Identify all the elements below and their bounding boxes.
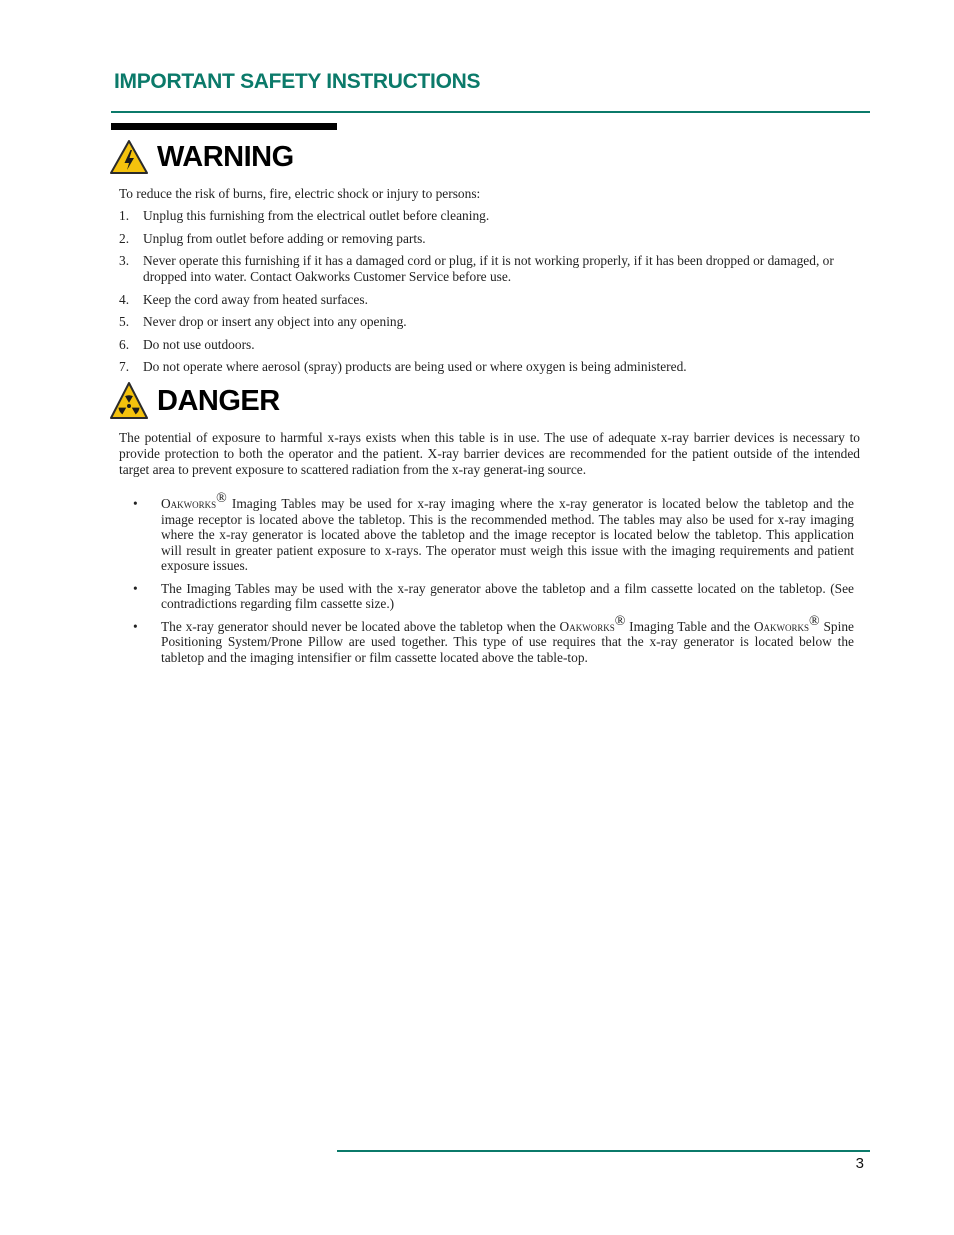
bullet-text: Imaging Tables may be used for x-ray imaging where the x-ray generator is located below the tabletop and the image receptor is located above the tabletop. This is the recommended method. The tables may also be used for x-ray imaging where the x-ray generator is located above the tabletop and the image receptor is located below the tabletop. This application will result in greater patient exposure to x-rays. The operator must weigh this issue with the imaging requirements and patient exposure issues. (161, 496, 854, 574)
list-number: 5. (119, 314, 130, 329)
list-item (119, 314, 859, 330)
danger-title: DANGER (157, 384, 280, 417)
bullet-icon: • (133, 580, 138, 596)
registered-mark: ® (809, 613, 820, 629)
list-text: Never operate this furnishing if it has a damaged cord or plug, if it is not working properly, if it has been dropped or damaged, or dropped into water. Contact Oakworks Customer Service before use. (143, 253, 834, 284)
header-rule (111, 111, 870, 113)
section-title: IMPORTANT SAFETY INSTRUCTIONS (114, 70, 481, 93)
list-number: 4. (119, 291, 130, 307)
brand-name: Oakworks (559, 618, 615, 634)
warning-intro: To reduce the risk of burns, fire, electric shock or injury to persons: (119, 186, 481, 201)
list-text: Unplug from outlet before adding or removing parts. (143, 230, 426, 246)
danger-bullet-list (119, 491, 854, 672)
registered-mark: ® (216, 491, 227, 506)
list-item (119, 581, 854, 612)
warning-title: WARNING (157, 140, 294, 173)
list-text: Do not use outdoors. (143, 336, 255, 352)
list-text: Unplug this furnishing from the electrical outlet before cleaning. (143, 208, 490, 223)
electrical-hazard-warning-icon (109, 139, 149, 175)
bullet-text: The x-ray generator should never be located above the tabletop when the (161, 618, 560, 634)
list-item (119, 491, 854, 574)
list-item (119, 613, 854, 666)
list-item (119, 208, 859, 224)
warning-list (119, 208, 859, 382)
warning-heading (109, 139, 294, 175)
list-number: 3. (119, 253, 130, 268)
footer-rule (337, 1150, 870, 1152)
list-number: 1. (119, 208, 130, 223)
bullet-text: The Imaging Tables may be used with the x-ray generator above the tabletop and a film cassette located on the tabletop. (See contradictions regarding film cassette size.) (161, 580, 854, 612)
list-item (119, 292, 859, 308)
list-text: Keep the cord away from heated surfaces. (143, 291, 368, 307)
bullet-text: Spine Positioning System/Prone Pillow are used together. This type of use requires that the x-ray generator is located below the tabletop and the imaging intensifier or film cassette located above the table-top. (161, 618, 854, 665)
list-item (119, 337, 859, 353)
list-number: 2. (119, 230, 130, 246)
page-number: 3 (855, 1155, 864, 1172)
bullet-icon: • (133, 496, 138, 511)
black-bar-divider (111, 123, 337, 130)
danger-heading (109, 381, 280, 421)
bullet-icon: • (133, 618, 138, 634)
list-number: 7. (119, 359, 130, 374)
list-item (119, 359, 859, 375)
brand-name: Oakworks (161, 496, 217, 511)
list-item (119, 253, 859, 285)
bullet-text: Imaging Table and the (625, 618, 754, 634)
brand-name: Oakworks (753, 618, 810, 634)
list-number: 6. (119, 336, 130, 352)
registered-mark: ® (614, 613, 626, 629)
list-item (119, 231, 859, 247)
list-text: Never drop or insert any object into any opening. (143, 314, 407, 329)
list-text: Do not operate where aerosol (spray) products are being used or where oxygen is being administered. (143, 359, 687, 374)
danger-paragraph: The potential of exposure to harmful x-rays exists when this table is in use. The use of adequate x-ray barrier devices is necessary to provide protection to both the operator and the patient. X-ray barrier devices are recommended for the patient outside of the intended target area to prevent exposure to scattered radiation from the x-ray generat-ing source. (119, 430, 860, 477)
radiation-hazard-icon (109, 381, 149, 421)
